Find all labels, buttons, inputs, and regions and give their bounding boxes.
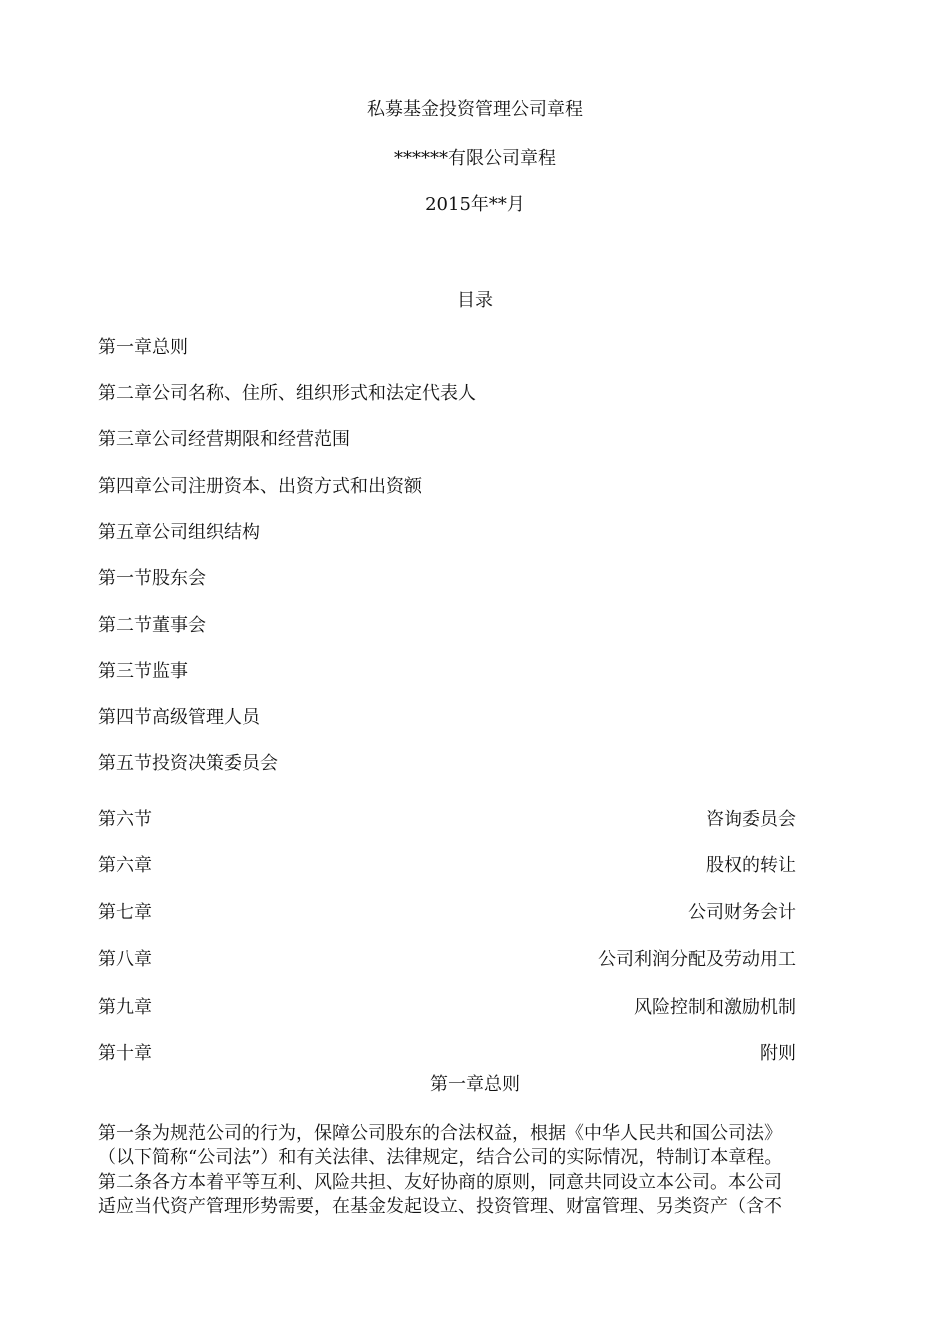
paragraph-line: 第二条各方本着平等互利、风险共担、友好协商的原则，同意共同设立本公司。本公司 bbox=[98, 1172, 782, 1193]
chapter-heading: 第一章总则 bbox=[430, 1074, 520, 1095]
toc-item: 第一节股东会 bbox=[98, 568, 206, 589]
toc-row-title: 附则 bbox=[760, 1043, 796, 1064]
toc-row bbox=[98, 808, 796, 832]
toc-row bbox=[98, 1042, 796, 1066]
toc-item: 第四节高级管理人员 bbox=[98, 707, 260, 728]
toc-row-number: 第九章 bbox=[98, 997, 152, 1018]
document-date: 2015年**月 bbox=[425, 194, 525, 215]
toc-row bbox=[98, 901, 796, 925]
toc-item: 第四章公司注册资本、出资方式和出资额 bbox=[98, 476, 422, 497]
paragraph-line: （以下简称“公司法”）和有关法律、法律规定，结合公司的实际情况，特制订本章程。 bbox=[98, 1147, 783, 1168]
document-title: 私募基金投资管理公司章程 bbox=[367, 99, 583, 120]
toc-row-title: 公司利润分配及劳动用工 bbox=[598, 949, 796, 970]
toc-row-title: 股权的转让 bbox=[706, 855, 796, 876]
toc-item: 第一章总则 bbox=[98, 337, 188, 358]
toc-item: 第三节监事 bbox=[98, 661, 188, 682]
document-subtitle: ******有限公司章程 bbox=[394, 148, 556, 169]
toc-heading: 目录 bbox=[457, 290, 493, 311]
toc-item: 第三章公司经营期限和经营范围 bbox=[98, 429, 350, 450]
toc-row-title: 咨询委员会 bbox=[706, 809, 796, 830]
toc-item: 第五节投资决策委员会 bbox=[98, 753, 278, 774]
toc-row bbox=[98, 948, 796, 972]
toc-item: 第五章公司组织结构 bbox=[98, 522, 260, 543]
toc-item: 第二章公司名称、住所、组织形式和法定代表人 bbox=[98, 383, 476, 404]
toc-row-number: 第六节 bbox=[98, 809, 152, 830]
toc-row-number: 第十章 bbox=[98, 1043, 152, 1064]
toc-item: 第二节董事会 bbox=[98, 615, 206, 636]
paragraph-line: 适应当代资产管理形势需要，在基金发起设立、投资管理、财富管理、另类资产（含不 bbox=[98, 1196, 782, 1217]
toc-row-number: 第七章 bbox=[98, 902, 152, 923]
toc-row bbox=[98, 996, 796, 1020]
toc-row-number: 第八章 bbox=[98, 949, 152, 970]
toc-row bbox=[98, 854, 796, 878]
toc-row-number: 第六章 bbox=[98, 855, 152, 876]
toc-row-title: 公司财务会计 bbox=[688, 902, 796, 923]
toc-row-title: 风险控制和激励机制 bbox=[634, 997, 796, 1018]
paragraph-line: 第一条为规范公司的行为，保障公司股东的合法权益，根据《中华人民共和国公司法》 bbox=[98, 1123, 782, 1144]
